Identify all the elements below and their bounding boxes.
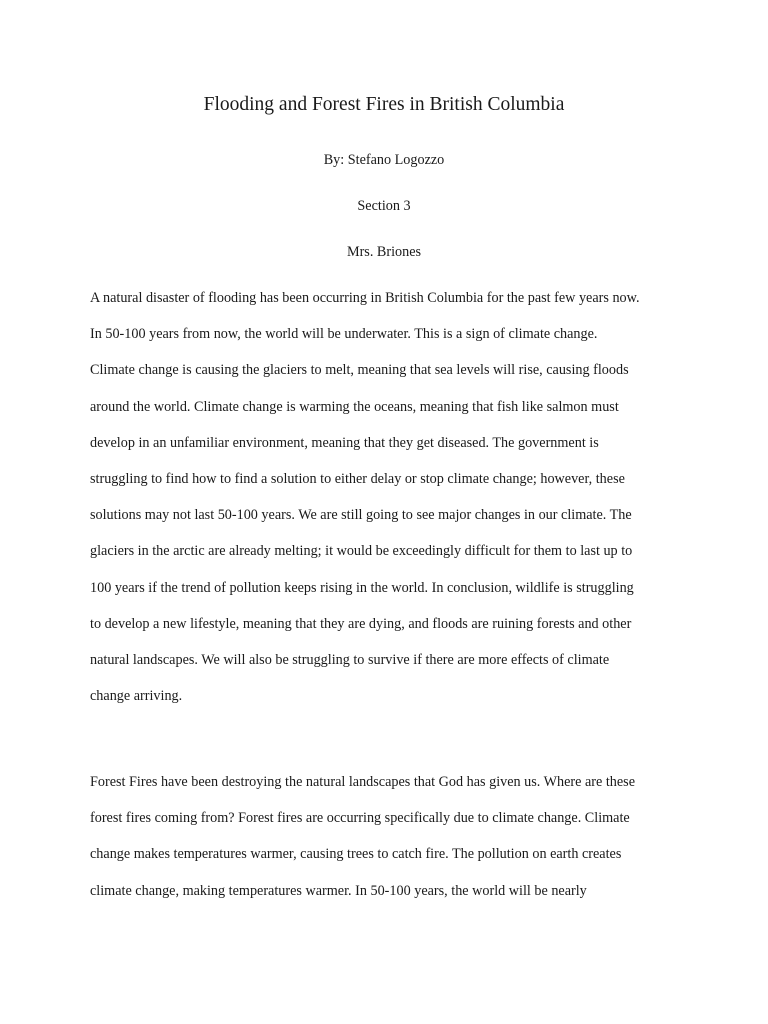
- section-label: Section 3: [357, 198, 411, 214]
- teacher-name: Mrs. Briones: [346, 244, 422, 260]
- document-title: Flooding and Forest Fires in British Columbia: [203, 94, 565, 115]
- author-byline: By: Stefano Logozzo: [323, 152, 445, 168]
- paragraph-forest-fires: Forest Fires have been destroying the natural landscapes that God has given us. Where are these forest fires coming from? Forest fires are occurring specifically due to climate change. Climate change makes temperatures warmer, causing trees to catch fire. The pollution on earth creates climate change, making temperatures warmer. In 50-100 years, the world will be nearly: [90, 774, 635, 899]
- paragraph-flooding: A natural disaster of flooding has been occurring in British Columbia for the past few years now. In 50-100 years from now, the world will be underwater. This is a sign of climate change. Climate change is causing the glaciers to melt, meaning that sea levels will rise, causing floods around the world. Climate change is warming the oceans, meaning that fish like salmon must develop in an unfamiliar environment, meaning that they get diseased. The government is struggling to find how to find a solution to either delay or stop climate change; however, these solutions may not last 50-100 years. We are still going to see major changes in our climate. The glaciers in the arctic are already melting; it would be exceedingly difficult for them to last up to 100 years if the trend of pollution keeps rising in the world. In conclusion, wildlife is struggling to develop a new lifestyle, meaning that they are dying, and floods are ruining forests and other natural landscapes. We will also be struggling to survive if there are more effects of climate change arriving.: [90, 290, 640, 705]
